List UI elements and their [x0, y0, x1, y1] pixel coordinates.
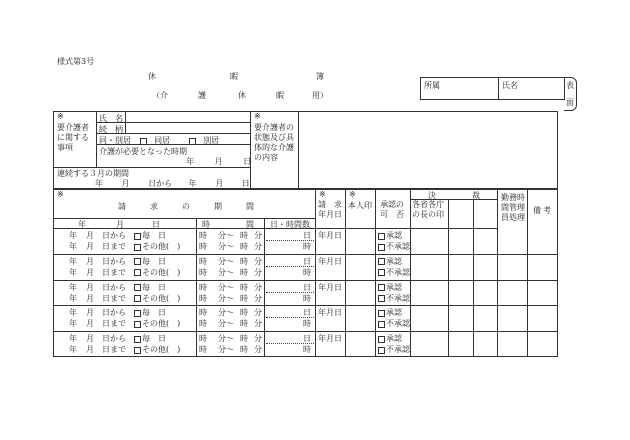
approved-checkbox[interactable]: [378, 258, 385, 265]
row-daily-option: [133, 230, 166, 241]
row-year: 年: [69, 231, 77, 240]
row-minute-from: 分〜: [218, 308, 234, 318]
row-hour-end: 時: [240, 231, 248, 240]
row-hour-end-2: 時: [240, 345, 248, 355]
care-mark: ※: [57, 112, 64, 121]
row-hour-end-2: 時: [240, 242, 248, 251]
row-month: 月: [86, 256, 94, 266]
row-to: 日まで: [102, 293, 126, 303]
daily-label: 毎 日: [142, 231, 166, 240]
title-char-3: 簿: [316, 72, 324, 81]
row-request-date: 年月日: [318, 308, 342, 318]
decision-char-1: 決: [428, 191, 436, 200]
relation-input[interactable]: [126, 123, 249, 133]
approval-line-1: 承認の: [380, 200, 404, 209]
name-field-label: 氏 名: [99, 114, 123, 123]
dept-label: 所属: [424, 81, 440, 90]
row-approved-option: [377, 256, 402, 267]
row-hour-end-2: 時: [240, 319, 248, 329]
rejected-checkbox[interactable]: [378, 347, 385, 354]
row-other-option: [133, 267, 180, 278]
row-month: 月: [86, 308, 94, 318]
relation-field-label: 続 柄: [99, 125, 123, 134]
row-request-date: 年月日: [318, 334, 342, 344]
row-divider: [53, 305, 558, 306]
daily-checkbox[interactable]: [134, 336, 141, 343]
approval-line-2: 可 否: [380, 210, 404, 219]
row-minute-from-2: 分〜: [218, 242, 234, 251]
dept-head-line-1: 各省各庁: [412, 200, 444, 209]
need-year-label: 年: [186, 157, 194, 166]
page-subtitle: [152, 90, 332, 100]
daily-checkbox[interactable]: [134, 310, 141, 317]
daily-checkbox[interactable]: [134, 284, 141, 291]
row-other-option: [133, 318, 180, 329]
row-rejected-option: [377, 293, 410, 304]
row-to: 日まで: [102, 345, 126, 355]
row-divider: [53, 280, 558, 281]
row-month: 月: [86, 282, 94, 292]
status-line-4: の内容: [254, 153, 278, 162]
status-line-1: 要介護者の: [254, 123, 294, 132]
together-checkbox[interactable]: [140, 138, 147, 145]
rejected-label: 不承認: [386, 293, 410, 303]
request-mark: ※: [57, 190, 64, 199]
request-date-header: [318, 200, 346, 220]
rejected-checkbox[interactable]: [378, 269, 385, 276]
row-days-count: 日: [303, 308, 311, 318]
row-request-date: 年月日: [318, 282, 342, 292]
care-label-line-1: 要介護者: [57, 123, 89, 132]
daily-checkbox[interactable]: [134, 233, 141, 240]
side-tab-char-2: 面: [566, 98, 574, 107]
row-month-end: 月: [86, 242, 94, 251]
row-minute-end-2: 分: [254, 345, 262, 355]
row-rejected-option: [377, 344, 410, 355]
row-to: 日まで: [102, 319, 126, 329]
row-other-option: [133, 293, 180, 304]
cont-month-1: 月: [121, 179, 130, 188]
row-hour-start-2: 時: [199, 293, 207, 303]
row-minute-from: 分〜: [218, 282, 234, 292]
row-year-end: 年: [69, 345, 77, 355]
row-from: 日から: [102, 334, 126, 344]
row-days-count: 日: [303, 334, 311, 344]
rejected-label: 不承認: [386, 345, 410, 355]
status-mark: ※: [254, 112, 261, 121]
subtitle-part-3: 休: [238, 91, 246, 100]
rejected-label: 不承認: [386, 242, 410, 251]
other-checkbox[interactable]: [134, 321, 141, 328]
rejected-checkbox[interactable]: [378, 244, 385, 251]
cont-to: 日: [241, 179, 250, 188]
ymd-year: 年: [78, 220, 86, 229]
row-from: 日から: [102, 282, 126, 292]
form-number: 様式第3号: [57, 57, 95, 66]
row-month-end: 月: [86, 267, 94, 277]
row-request-date: 年月日: [318, 256, 342, 266]
row-rejected-option: [377, 267, 410, 278]
remarks-char-2: 考: [543, 206, 551, 215]
row-hours-count: 時: [303, 345, 311, 355]
care-label-line-2: に関する: [57, 133, 89, 142]
row-month: 月: [86, 334, 94, 344]
status-label: [254, 123, 300, 163]
title-char-2: 暇: [230, 72, 238, 81]
remarks-char-1: 備: [533, 206, 541, 215]
row-minute-end: 分: [254, 231, 262, 240]
row-approved-option: [377, 333, 402, 344]
row-rejected-option: [377, 241, 410, 252]
name-field[interactable]: [499, 89, 564, 99]
row-year-end: 年: [69, 267, 77, 277]
approved-label: 承認: [386, 256, 402, 266]
row-minute-end: 分: [254, 334, 262, 344]
row-minute-end: 分: [254, 282, 262, 292]
other-label: その他( ): [142, 293, 181, 303]
row-minute-from-2: 分〜: [218, 267, 234, 277]
approved-label: 承認: [386, 334, 402, 344]
daily-label: 毎 日: [142, 282, 166, 292]
ymd-month: 月: [116, 220, 124, 229]
status-line-3: 体的な介護: [254, 143, 294, 152]
cont-from: 日から: [148, 179, 173, 188]
seal-header: 本人印: [348, 201, 372, 210]
need-month-label: 月: [214, 157, 223, 166]
row-rejected-option: [377, 318, 410, 329]
row-from: 日から: [102, 308, 126, 318]
row-hours-count: 時: [303, 319, 311, 329]
subtitle-part-4: 暇: [276, 91, 284, 100]
attendance-line-3: 員処理: [501, 213, 525, 222]
row-hour-end: 時: [240, 308, 248, 318]
row-month-end: 月: [86, 345, 94, 355]
other-checkbox[interactable]: [134, 295, 141, 302]
approval-header: [380, 200, 412, 220]
row-days-count: 日: [303, 256, 311, 266]
rp-char-4: 期: [214, 202, 222, 211]
other-checkbox[interactable]: [134, 244, 141, 251]
approved-checkbox[interactable]: [378, 336, 385, 343]
row-minute-from-2: 分〜: [218, 319, 234, 329]
row-month-end: 月: [86, 319, 94, 329]
time-char-1: 時: [202, 220, 210, 229]
care-label-line-3: 事項: [57, 143, 73, 152]
request-period-header: [118, 201, 268, 211]
subtitle-part-1: （介: [152, 91, 168, 100]
row-hour-start-2: 時: [199, 319, 207, 329]
approved-label: 承認: [386, 282, 402, 292]
row-year: 年: [69, 256, 77, 266]
subtitle-part-5: 用）: [312, 91, 328, 100]
row-approved-option: [377, 307, 402, 318]
cont-year-2: 年: [188, 179, 197, 188]
row-minute-from-2: 分〜: [218, 293, 234, 303]
department-head-header: [412, 200, 448, 220]
attendance-line-1: 勤務時: [501, 193, 525, 202]
decision-char-2: 裁: [472, 191, 480, 200]
row-from: 日から: [102, 231, 126, 240]
row-minute-end-2: 分: [254, 242, 262, 251]
rp-char-2: 求: [150, 202, 158, 211]
row-hours-count: 時: [303, 267, 311, 277]
dept-head-line-2: の長の印: [412, 210, 444, 219]
approved-checkbox[interactable]: [378, 310, 385, 317]
row-minute-from: 分〜: [218, 256, 234, 266]
row-minute-from: 分〜: [218, 231, 234, 240]
attendance-line-2: 間管理: [501, 203, 525, 212]
row-year: 年: [69, 334, 77, 344]
row-days-count: 日: [303, 282, 311, 292]
row-hour-end: 時: [240, 282, 248, 292]
seal-mark: ※: [349, 190, 356, 199]
ymd-day: 日: [152, 220, 160, 229]
row-year-end: 年: [69, 319, 77, 329]
row-divider: [53, 331, 558, 332]
row-minute-from: 分〜: [218, 334, 234, 344]
rp-char-5: 間: [246, 202, 254, 211]
approved-label: 承認: [386, 231, 402, 240]
row-month-end: 月: [86, 293, 94, 303]
row-to: 日まで: [102, 242, 126, 251]
row-hour-start: 時: [199, 282, 207, 292]
row-other-option: [133, 344, 180, 355]
need-day-label: 日: [243, 157, 252, 166]
cohabitation-label: 同・別居: [99, 136, 131, 145]
daily-checkbox[interactable]: [134, 258, 141, 265]
rejected-label: 不承認: [386, 319, 410, 329]
approved-label: 承認: [386, 308, 402, 318]
row-hour-end: 時: [240, 256, 248, 266]
attendance-manager-header: [501, 193, 529, 223]
row-from: 日から: [102, 256, 126, 266]
rejected-checkbox[interactable]: [378, 321, 385, 328]
row-hour-end-2: 時: [240, 293, 248, 303]
row-hour-end: 時: [240, 334, 248, 344]
rejected-checkbox[interactable]: [378, 295, 385, 302]
row-days-count: 日: [303, 231, 311, 240]
decision-header: [420, 190, 490, 200]
other-label: その他( ): [142, 242, 181, 251]
title-char-1: 休: [148, 72, 156, 81]
remarks-header: [533, 205, 557, 215]
need-period-date: [186, 156, 251, 167]
row-month: 月: [86, 231, 94, 240]
row-year-end: 年: [69, 242, 77, 251]
rejected-label: 不承認: [386, 267, 410, 277]
row-daily-option: [133, 307, 166, 318]
row-hour-start-2: 時: [199, 345, 207, 355]
other-label: その他( ): [142, 319, 181, 329]
row-hour-end-2: 時: [240, 267, 248, 277]
other-checkbox[interactable]: [134, 347, 141, 354]
row-minute-end-2: 分: [254, 293, 262, 303]
col-daytime-header: 日・時間数: [270, 220, 310, 229]
row-divider: [53, 254, 558, 255]
row-hour-start: 時: [199, 231, 207, 240]
row-year: 年: [69, 308, 77, 318]
status-line-2: 状態及び具: [254, 133, 294, 142]
other-label: その他( ): [142, 345, 181, 355]
row-hour-start: 時: [199, 256, 207, 266]
row-hour-start-2: 時: [199, 242, 207, 251]
row-minute-end: 分: [254, 308, 262, 318]
page-title: [148, 71, 328, 81]
side-tab-char-1: 表: [566, 81, 574, 90]
together-label: 同居: [154, 136, 171, 145]
row-hour-start-2: 時: [199, 267, 207, 277]
row-daily-option: [133, 333, 166, 344]
rp-char-3: の: [182, 202, 190, 211]
other-checkbox[interactable]: [134, 269, 141, 276]
status-content-field[interactable]: [300, 112, 556, 188]
request-date-mark: ※: [319, 190, 326, 199]
row-approved-option: [377, 230, 402, 241]
row-hour-start: 時: [199, 334, 207, 344]
daily-label: 毎 日: [142, 308, 166, 318]
request-date-line-1: 請 求: [318, 200, 342, 209]
recipient-name-input[interactable]: [126, 112, 249, 122]
row-hours-count: 時: [303, 242, 311, 251]
row-hours-count: 時: [303, 293, 311, 303]
row-minute-from-2: 分〜: [218, 345, 234, 355]
subtitle-part-2: 護: [198, 91, 206, 100]
row-request-date: 年月日: [318, 231, 342, 240]
row-minute-end-2: 分: [254, 319, 262, 329]
other-label: その他( ): [142, 267, 181, 277]
approved-checkbox[interactable]: [378, 233, 385, 240]
row-approved-option: [377, 282, 402, 293]
row-year-end: 年: [69, 293, 77, 303]
row-other-option: [133, 241, 180, 252]
continuous-period-label: 連続する３月の期間: [57, 169, 129, 178]
row-to: 日まで: [102, 267, 126, 277]
care-recipient-label: [57, 123, 97, 153]
dept-field[interactable]: [421, 89, 497, 99]
separate-label: 別居: [203, 136, 220, 145]
approved-checkbox[interactable]: [378, 284, 385, 291]
row-minute-end-2: 分: [254, 267, 262, 277]
row-minute-end: 分: [254, 256, 262, 266]
daily-label: 毎 日: [142, 256, 166, 266]
request-date-line-2: 年月日: [318, 210, 342, 219]
name-label: 氏名: [502, 81, 518, 90]
time-char-2: 間: [246, 220, 254, 229]
cont-year-1: 年: [95, 179, 103, 188]
row-hour-start: 時: [199, 308, 207, 318]
separate-checkbox[interactable]: [189, 138, 196, 145]
row-daily-option: [133, 256, 166, 267]
row-year: 年: [69, 282, 77, 292]
daily-label: 毎 日: [142, 334, 166, 344]
rp-char-1: 請: [118, 202, 126, 211]
cohabitation-row: [99, 135, 219, 146]
cont-month-2: 月: [215, 179, 224, 188]
continuous-period-dates: [95, 178, 250, 189]
row-daily-option: [133, 282, 166, 293]
need-period-label: 介護が必要となった時期: [99, 147, 187, 156]
